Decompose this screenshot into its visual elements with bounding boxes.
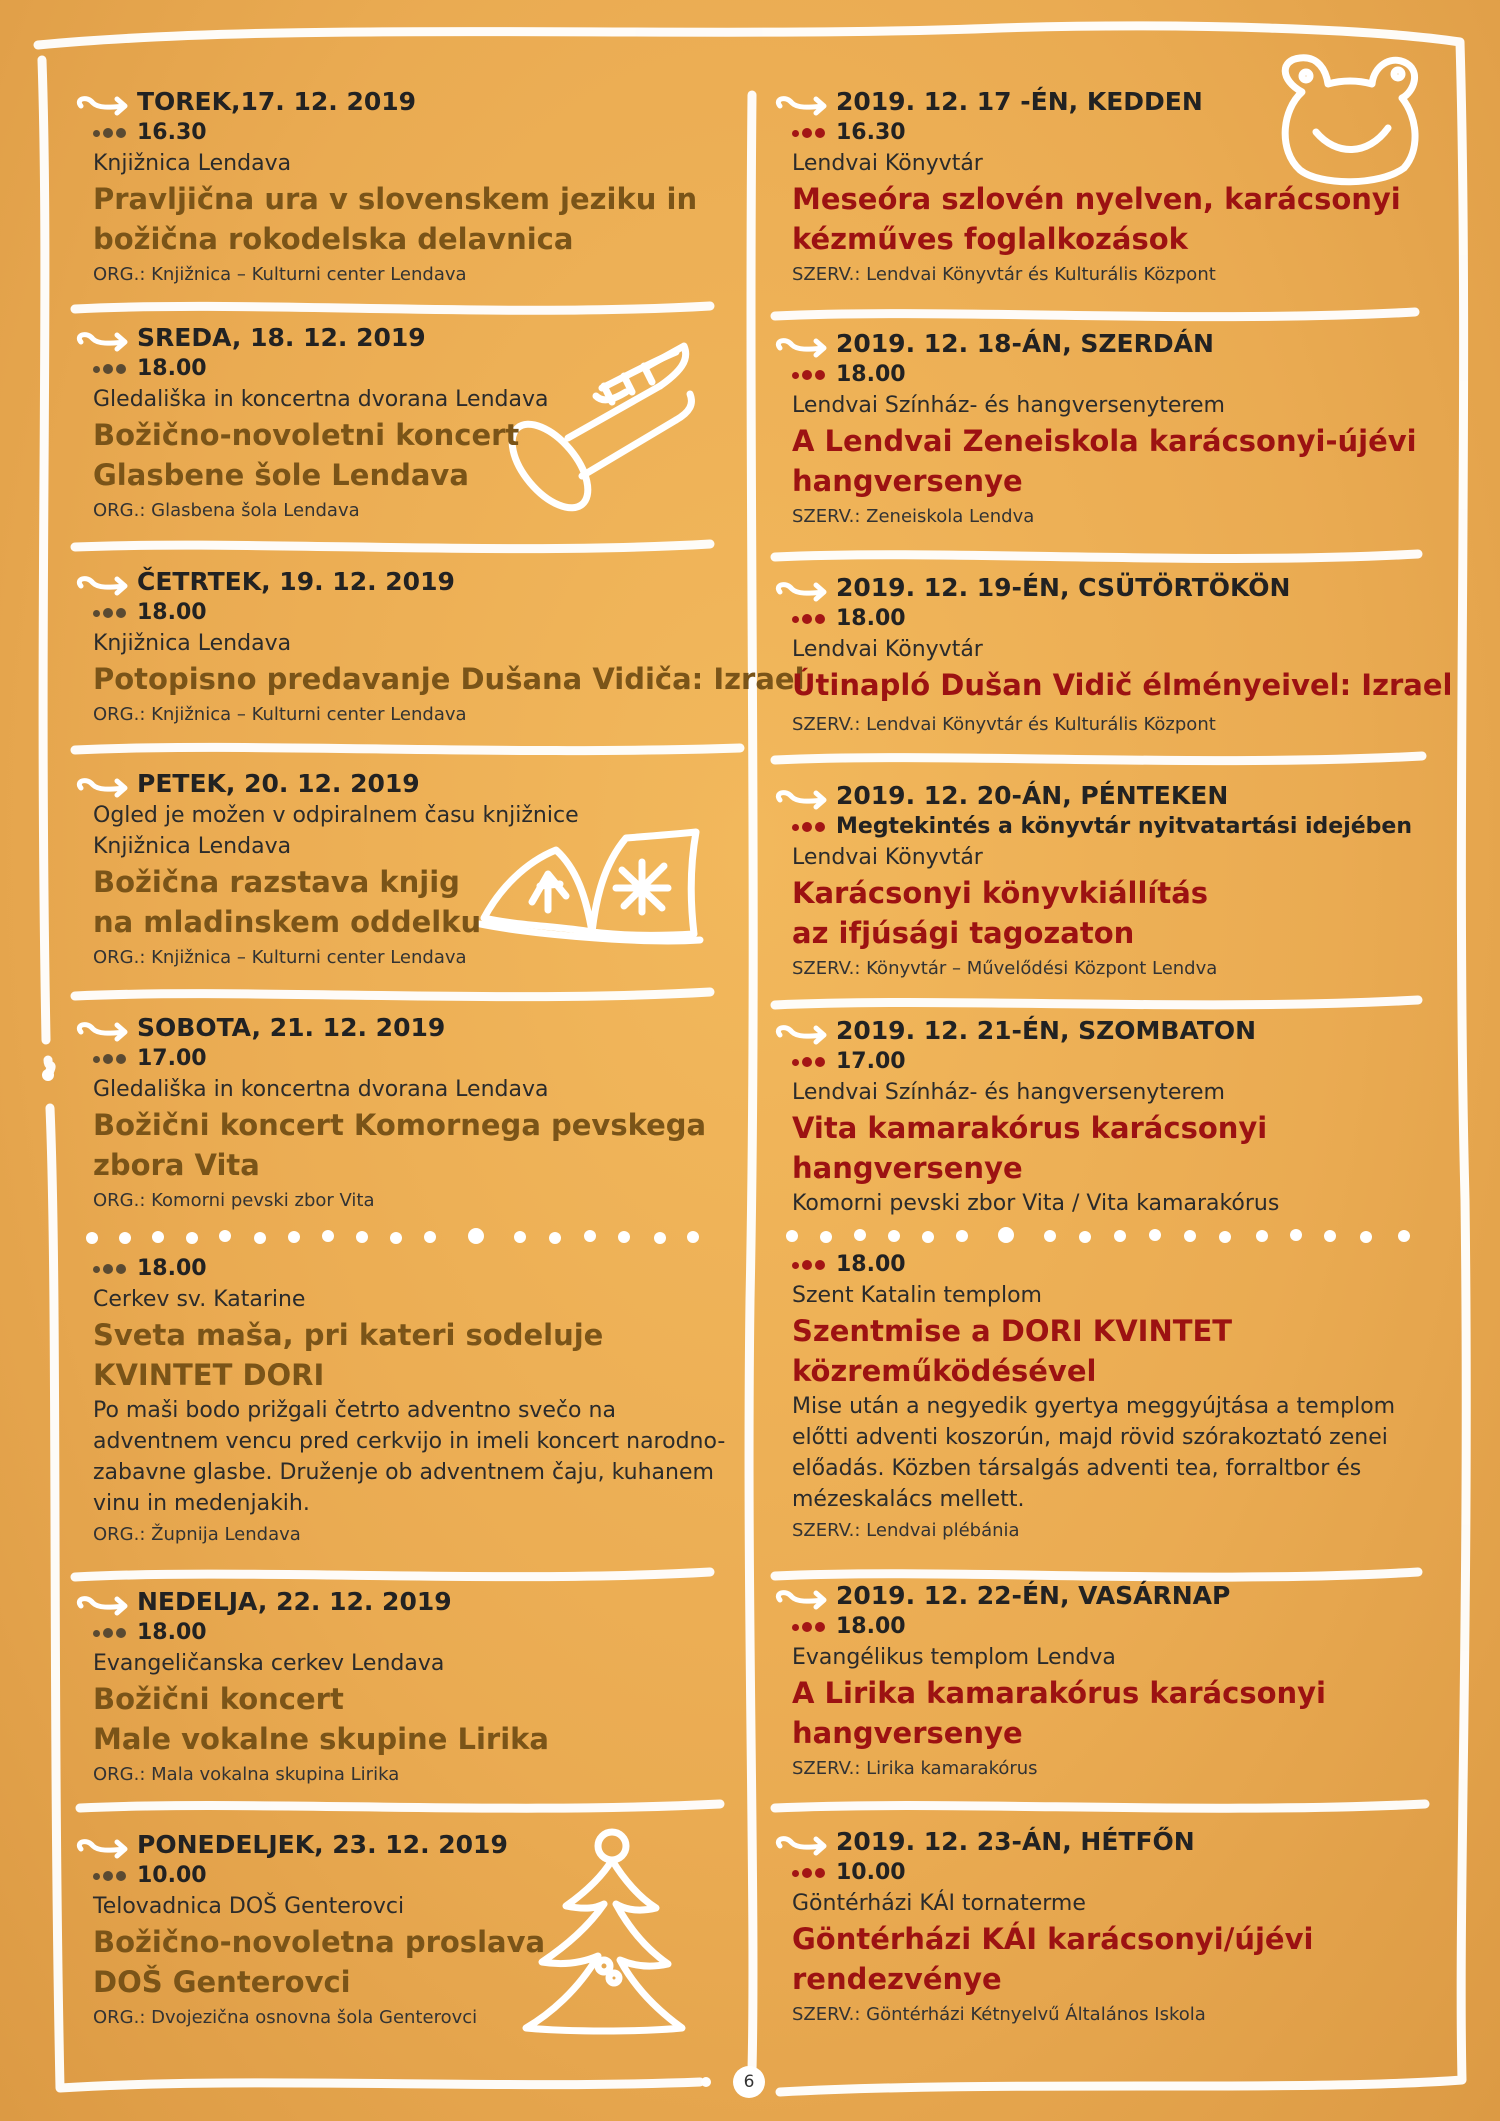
event-time-note: Ogled je možen v odpiralnem času knjižnice xyxy=(93,803,579,828)
event-date: 2019. 12. 17 -ÉN, KEDDEN xyxy=(792,86,1432,118)
event-date: PONEDELJEK, 23. 12. 2019 xyxy=(93,1829,733,1861)
event-organizer: ORG.: Knjižnica – Kulturni center Lendava xyxy=(93,704,467,725)
event-date: TOREK,17. 12. 2019 xyxy=(93,86,733,118)
event-title-line: Göntérházi KÁI karácsonyi/újévi xyxy=(792,1922,1314,1956)
event-place: Lendvai Könyvtár xyxy=(792,845,983,870)
event-hu-4 xyxy=(792,780,1432,984)
event-description-line: vinu in medenjakih. xyxy=(93,1491,310,1516)
event-time: 16.30 xyxy=(792,118,1432,148)
arrow-icon xyxy=(772,1835,828,1857)
event-description-line: előadás. Közben társalgás adventi tea, forraltbor és xyxy=(792,1456,1362,1481)
arrow-icon xyxy=(772,95,828,117)
event-title-line: DOŠ Genterovci xyxy=(93,1965,351,1999)
event-date: ČETRTEK, 19. 12. 2019 xyxy=(93,566,733,598)
frame-outer-left-top xyxy=(42,60,46,1040)
event-title-line: Glasbene šole Lendava xyxy=(93,458,469,492)
dots-icon xyxy=(93,1628,137,1640)
event-time: 18.00 xyxy=(93,598,733,628)
event-title-line: zbora Vita xyxy=(93,1148,260,1182)
event-time: 18.00 xyxy=(93,1254,733,1284)
event-time: 18.00 xyxy=(93,1618,733,1648)
event-date: 2019. 12. 21-ÉN, SZOMBATON xyxy=(792,1015,1432,1047)
dots-icon xyxy=(792,1057,836,1069)
event-date: 2019. 12. 19-ÉN, CSÜTÖRTÖKÖN xyxy=(792,572,1432,604)
event-organizer: SZERV.: Göntérházi Kétnyelvű Általános Iskola xyxy=(792,2004,1206,2025)
dots-icon xyxy=(792,370,836,382)
dots-icon xyxy=(93,1264,137,1276)
event-time: 17.00 xyxy=(792,1047,1432,1077)
event-sl-1 xyxy=(93,86,733,290)
event-organizer: ORG.: Župnija Lendava xyxy=(93,1524,301,1545)
event-organizer: SZERV.: Lendvai Könyvtár és Kulturális Központ xyxy=(792,264,1216,285)
event-title-line: Božični koncert Komornega pevskega xyxy=(93,1108,707,1142)
event-date: 2019. 12. 18-ÁN, SZERDÁN xyxy=(792,328,1432,360)
event-time: Megtekintés a könyvtár nyitvatartási idejében xyxy=(792,812,1432,842)
event-time: 18.00 xyxy=(792,604,1432,634)
event-sl-6 xyxy=(93,1254,733,1550)
event-date: 2019. 12. 23-ÁN, HÉTFŐN xyxy=(792,1826,1432,1858)
event-time: 18.00 xyxy=(792,1612,1432,1642)
dots-icon xyxy=(792,822,836,834)
event-place: Lendvai Színház- és hangversenyterem xyxy=(792,393,1225,418)
event-time: 10.00 xyxy=(792,1858,1432,1888)
arrow-icon xyxy=(772,581,828,603)
arrow-icon xyxy=(73,777,129,799)
event-description-line: mézeskalács mellett. xyxy=(792,1487,1025,1512)
event-organizer: ORG.: Glasbena šola Lendava xyxy=(93,500,360,521)
event-place: Lendvai Könyvtár xyxy=(792,151,983,176)
arrow-icon xyxy=(772,789,828,811)
event-hu-1 xyxy=(792,86,1432,290)
event-hu-5 xyxy=(792,1015,1432,1219)
dots-icon xyxy=(93,608,137,620)
dots-icon xyxy=(792,1260,836,1272)
arrow-icon xyxy=(73,95,129,117)
arrow-icon xyxy=(772,1589,828,1611)
event-date: PETEK, 20. 12. 2019 xyxy=(93,768,733,800)
event-date: 2019. 12. 20-ÁN, PÉNTEKEN xyxy=(792,780,1432,812)
event-organizer: ORG.: Mala vokalna skupina Lirika xyxy=(93,1764,400,1785)
event-time: 18.00 xyxy=(792,1250,1432,1280)
dots-icon xyxy=(792,614,836,626)
event-title-line: közreműködésével xyxy=(792,1354,1097,1388)
event-title-line: Meseóra szlovén nyelven, karácsonyi xyxy=(792,182,1401,216)
event-place: Knjižnica Lendava xyxy=(93,631,292,656)
event-sl-8 xyxy=(93,1829,733,2033)
event-title-line: Božični koncert xyxy=(93,1682,344,1716)
center-divider xyxy=(749,95,753,2070)
event-title-line: Pravljična ura v slovenskem jeziku in xyxy=(93,182,698,216)
event-place: Cerkev sv. Katarine xyxy=(93,1287,306,1312)
event-title-line: Útinapló Dušan Vidič élményeivel: Izrael xyxy=(792,668,1453,702)
event-place: Lendvai Színház- és hangversenyterem xyxy=(792,1080,1225,1105)
event-sl-5 xyxy=(93,1012,733,1216)
event-organizer: SZERV.: Lirika kamarakórus xyxy=(792,1758,1038,1779)
arrow-icon xyxy=(73,1595,129,1617)
event-title-line: na mladinskem oddelku xyxy=(93,905,482,939)
event-organizer: ORG.: Knjižnica – Kulturni center Lendava xyxy=(93,947,467,968)
event-organizer: SZERV.: Könyvtár – Művelődési Központ Lendva xyxy=(792,958,1218,979)
event-hu-2 xyxy=(792,328,1432,532)
event-title-line: Božično-novoletna proslava xyxy=(93,1925,546,1959)
arrow-icon xyxy=(772,337,828,359)
dots-icon xyxy=(792,128,836,140)
event-place: Telovadnica DOŠ Genterovci xyxy=(93,1894,405,1919)
event-performer: Komorni pevski zbor Vita / Vita kamarakórus xyxy=(792,1191,1280,1216)
event-title-line: Vita kamarakórus karácsonyi xyxy=(792,1111,1268,1145)
arrow-icon xyxy=(73,331,129,353)
event-time: 18.00 xyxy=(792,360,1432,390)
event-title-line: hangversenye xyxy=(792,1716,1023,1750)
event-place: Knjižnica Lendava xyxy=(93,151,292,176)
dots-icon xyxy=(93,1054,137,1066)
event-date: SREDA, 18. 12. 2019 xyxy=(93,322,733,354)
event-place: Göntérházi KÁI tornaterme xyxy=(792,1891,1086,1916)
dots-icon xyxy=(93,128,137,140)
event-title-line: hangversenye xyxy=(792,1151,1023,1185)
event-title-line: rendezvénye xyxy=(792,1962,1002,1996)
event-title-line: Karácsonyi könyvkiállítás xyxy=(792,876,1209,910)
event-hu-7 xyxy=(792,1580,1432,1784)
event-description-line: zabavne glasbe. Druženje ob adventnem čaju, kuhanem xyxy=(93,1460,714,1485)
event-title-line: A Lendvai Zeneiskola karácsonyi-újévi xyxy=(792,424,1417,458)
event-organizer: ORG.: Komorni pevski zbor Vita xyxy=(93,1190,375,1211)
event-place: Gledališka in koncertna dvorana Lendava xyxy=(93,1077,549,1102)
event-hu-3 xyxy=(792,572,1453,740)
event-organizer: ORG.: Dvojezična osnovna šola Genterovci xyxy=(93,2007,478,2028)
event-place: Knjižnica Lendava xyxy=(93,834,292,859)
event-description-line: Mise után a negyedik gyertya meggyújtása a templom xyxy=(792,1394,1396,1419)
dots-icon xyxy=(93,1871,137,1883)
event-description-line: Po maši bodo prižgali četrto adventno svečo na xyxy=(93,1398,616,1423)
event-place: Evangeličanska cerkev Lendava xyxy=(93,1651,445,1676)
event-date: 2019. 12. 22-ÉN, VASÁRNAP xyxy=(792,1580,1432,1612)
event-title-line: Sveta maša, pri kateri sodeluje xyxy=(93,1318,604,1352)
event-place: Evangélikus templom Lendva xyxy=(792,1645,1116,1670)
event-time: 10.00 xyxy=(93,1861,733,1891)
event-title-line: kézműves foglalkozások xyxy=(792,222,1188,256)
event-organizer: ORG.: Knjižnica – Kulturni center Lendava xyxy=(93,264,467,285)
event-place: Gledališka in koncertna dvorana Lendava xyxy=(93,387,549,412)
event-title-line: hangversenye xyxy=(792,464,1023,498)
event-title-line: Božično-novoletni koncert xyxy=(93,418,520,452)
event-organizer: SZERV.: Lendvai plébánia xyxy=(792,1520,1020,1541)
event-hu-8 xyxy=(792,1826,1432,2030)
event-time: 16.30 xyxy=(93,118,733,148)
event-place: Lendvai Könyvtár xyxy=(792,637,983,662)
arrow-icon xyxy=(73,1021,129,1043)
event-title-line: A Lirika kamarakórus karácsonyi xyxy=(792,1676,1326,1710)
event-date: SOBOTA, 21. 12. 2019 xyxy=(93,1012,733,1044)
event-time: 17.00 xyxy=(93,1044,733,1074)
event-place: Szent Katalin templom xyxy=(792,1283,1042,1308)
event-organizer: SZERV.: Lendvai Könyvtár és Kulturális Központ xyxy=(792,714,1216,735)
event-organizer: SZERV.: Zeneiskola Lendva xyxy=(792,506,1035,527)
event-title-line: KVINTET DORI xyxy=(93,1358,325,1392)
event-sl-4 xyxy=(93,768,733,973)
event-title-line: božična rokodelska delavnica xyxy=(93,222,574,256)
event-title-line: Male vokalne skupine Lirika xyxy=(93,1722,549,1756)
event-description-line: adventnem vencu pred cerkvijo in imeli koncert narodno- xyxy=(93,1429,726,1454)
event-title-line: Szentmise a DORI KVINTET xyxy=(792,1314,1233,1348)
arrow-icon xyxy=(73,575,129,597)
event-time: 18.00 xyxy=(93,354,733,384)
dots-icon xyxy=(792,1622,836,1634)
page-number: 6 xyxy=(733,2066,765,2098)
dots-icon xyxy=(792,1868,836,1880)
event-description-line: előtti adventi koszorún, majd rövid szórakoztató zenei xyxy=(792,1425,1388,1450)
event-title-line: Potopisno predavanje Dušana Vidiča: Izrael xyxy=(93,662,805,696)
arrow-icon xyxy=(772,1024,828,1046)
dots-icon xyxy=(93,364,137,376)
event-title-line: Božična razstava knjig xyxy=(93,865,460,899)
event-sl-3 xyxy=(93,566,805,730)
event-hu-6 xyxy=(792,1250,1432,1546)
event-sl-7 xyxy=(93,1586,733,1790)
event-title-line: az ifjúsági tagozaton xyxy=(792,916,1135,950)
event-date: NEDELJA, 22. 12. 2019 xyxy=(93,1586,733,1618)
arrow-icon xyxy=(73,1838,129,1860)
event-sl-2 xyxy=(93,322,733,526)
